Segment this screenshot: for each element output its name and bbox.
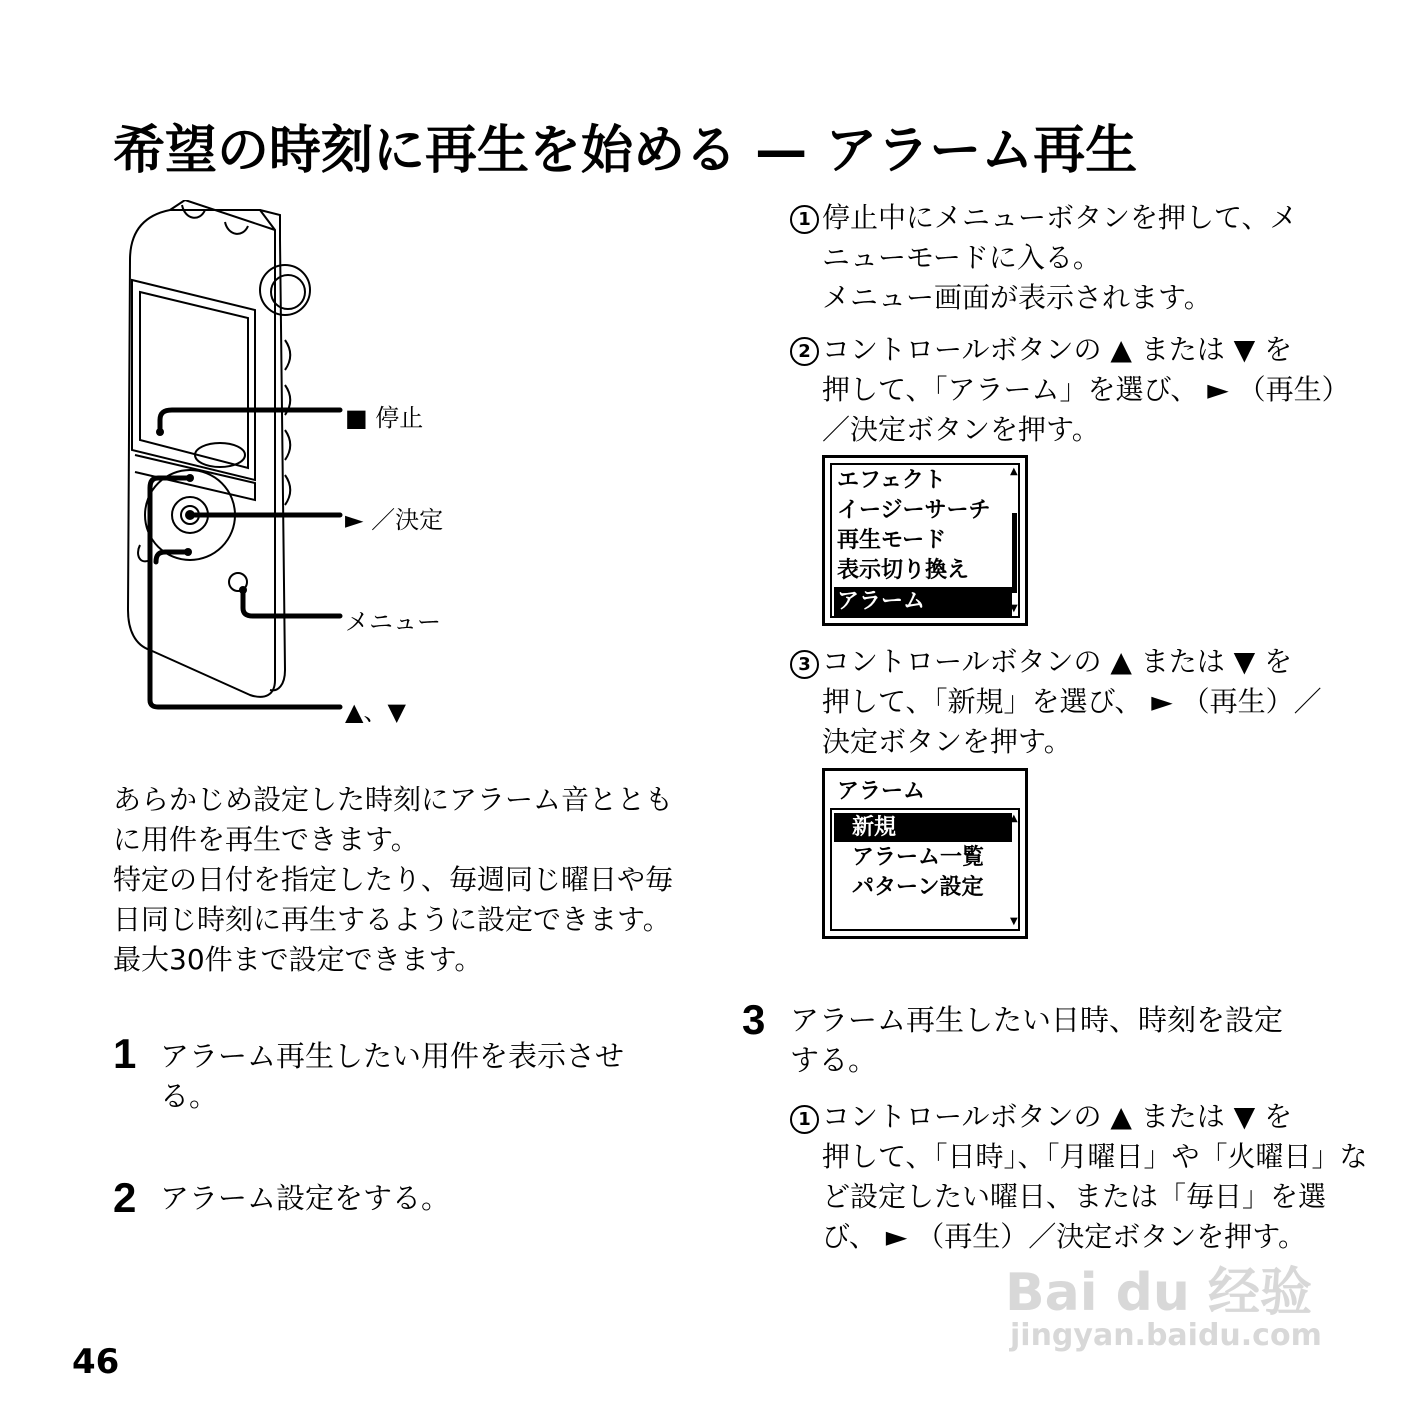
menu-item-easy-search: イージーサーチ [837,498,991,523]
substep-line: 押して、「新規」を選び、 ► （再生）／ [822,685,1322,718]
substep-line: ど設定したい曜日、または「毎日」を選 [822,1180,1327,1213]
substep-line: コントロールボタンの ▲ または ▼ を [822,333,1293,366]
label-stop: ■ 停止 [345,404,424,432]
step-line: する。 [790,1043,878,1077]
menu-item-effect: エフェクト [837,468,946,493]
substep-2-1-text [822,198,1297,318]
substep-line: コントロールボタンの ▲ または ▼ を [822,645,1293,678]
alarm-item-pattern: パターン設定 [852,875,984,900]
step-3-number: 3 [742,996,766,1043]
menu-item-display: 表示切り換え [837,558,970,583]
substep-2-2-text [822,330,1350,450]
substep-line: び、 ► （再生）／決定ボタンを押す。 [822,1220,1306,1253]
intro-line: に用件を再生できます。 [113,823,419,856]
screen-alarm [822,768,1028,939]
substep-line: ニューモードに入る。 [822,241,1101,274]
intro-line: 日同じ時刻に再生するように設定できます。 [113,903,671,936]
intro-line: 最大30件まで設定できます。 [113,943,483,976]
step-3-text [790,1000,1283,1080]
label-menu: メニュー [345,608,441,636]
page-title: 希望の時刻に再生を始める — アラーム再生 [113,121,1138,181]
substep-2-1-mark: 1 [790,205,819,234]
intro-line: あらかじめ設定した時刻にアラーム音ととも [113,783,674,816]
alarm-header: アラーム [837,779,926,804]
intro-paragraph [113,780,693,980]
substep-line: メニュー画面が表示されます。 [822,281,1212,314]
step-line: アラーム設定をする。 [160,1181,451,1215]
scrollbar-thumb [1012,513,1017,593]
scroll-down-icon: ▼ [1010,603,1018,614]
alarm-item-list: アラーム一覧 [852,845,985,870]
menu-item-alarm: アラーム [834,587,1012,616]
scroll-down-icon: ▼ [1010,916,1018,927]
screen-menu [822,455,1028,626]
step-2-number: 2 [113,1174,137,1221]
alarm-item-new: 新規 [834,813,1012,842]
scroll-up-icon: ▲ [1010,466,1018,477]
substep-line: ／決定ボタンを押す。 [822,413,1100,446]
step-1-number: 1 [113,1030,137,1077]
watermark-url: jingyan.baidu.com [1010,1318,1322,1353]
substep-3-1-text [822,1097,1367,1257]
substep-2-2-mark: 2 [790,337,819,366]
substep-line: 押して、「アラーム」を選び、 ► （再生） [822,373,1350,406]
step-line: る。 [160,1079,219,1113]
label-up-down: ▲、▼ [345,698,406,726]
intro-line: 特定の日付を指定したり、毎週同じ曜日や毎 [113,863,674,896]
step-line: アラーム再生したい日時、時刻を設定 [790,1003,1284,1037]
watermark-brand: Bai du 经验 [1005,1263,1312,1323]
substep-2-3-mark: 3 [790,650,819,679]
substep-line: 押して、「日時」、「月曜日」や「火曜日」な [822,1140,1368,1173]
substep-line: 停止中にメニューボタンを押して、メ [822,201,1298,234]
step-1-text [160,1036,624,1116]
step-line: アラーム再生したい用件を表示させ [160,1039,625,1073]
substep-line: コントロールボタンの ▲ または ▼ を [822,1100,1293,1133]
substep-2-3-text [822,642,1322,762]
substep-3-1-mark: 1 [790,1105,819,1134]
step-2-text [160,1178,450,1218]
label-play-enter: ► ／決定 [345,506,444,534]
ic-recorder-illustration [110,200,470,730]
menu-item-play-mode: 再生モード [837,528,947,553]
page-number: 46 [72,1342,120,1382]
scroll-up-icon: ▲ [1010,813,1018,824]
substep-line: 決定ボタンを押す。 [822,725,1072,758]
